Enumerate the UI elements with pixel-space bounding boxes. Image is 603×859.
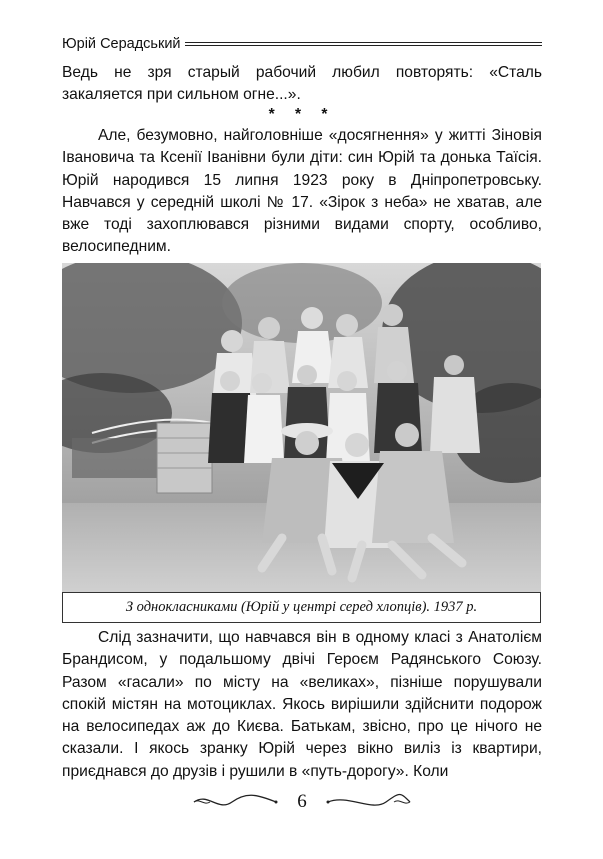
photo-caption: З однокласниками (Юрій у центрі серед хлопців). 1937 р. <box>125 599 478 615</box>
class-photo <box>62 263 541 592</box>
header-rule <box>185 42 542 43</box>
ornament-left-icon <box>190 790 280 814</box>
paragraph-children: Але, безумовно, найголовніше «досягнення» у житті Зіновія Івановича та Ксенії Іванівни були діти: син Юрій та донька Таїсія. Юрій народився 15 липня 1923 року в Дніпропетровську. Навчався у середній школі № 17. «Зірок з неба» не хватав, але вже тоді захоплювався різними видами спорту, особливо, велосипедним. <box>62 127 542 256</box>
class-photo-image <box>62 263 541 592</box>
page-footer <box>190 790 414 814</box>
section-separator: * * * <box>268 106 336 123</box>
page-number: 6 <box>297 791 307 812</box>
paragraph-friends: Слід зазначити, що навчався він в одному класі з Анатолієм Брандисом, у подальшому двічі Героєм Радянського Союзу. Разом «гасали» по місту на «великах», пізніше порушували спокій містян на мотоциклах. Якось вирішили здійснити подорож на велосипедах аж до Києва. Батькам, звісно, про це нічого не сказали. І якось зранку Юрій через вікно виліз із квартири, приєднався до друзів і рушили в «путь-дорогу». Коли <box>62 629 542 780</box>
paragraph-quote: Ведь не зря старый рабочий любил повторять: «Сталь закаляется при сильном огне...». <box>62 64 542 104</box>
photo-caption-box <box>62 592 541 623</box>
header-rule-second <box>185 45 542 46</box>
header-author: Юрій Серадський <box>62 36 181 52</box>
ornament-right-icon <box>324 790 414 814</box>
running-header <box>62 34 542 54</box>
